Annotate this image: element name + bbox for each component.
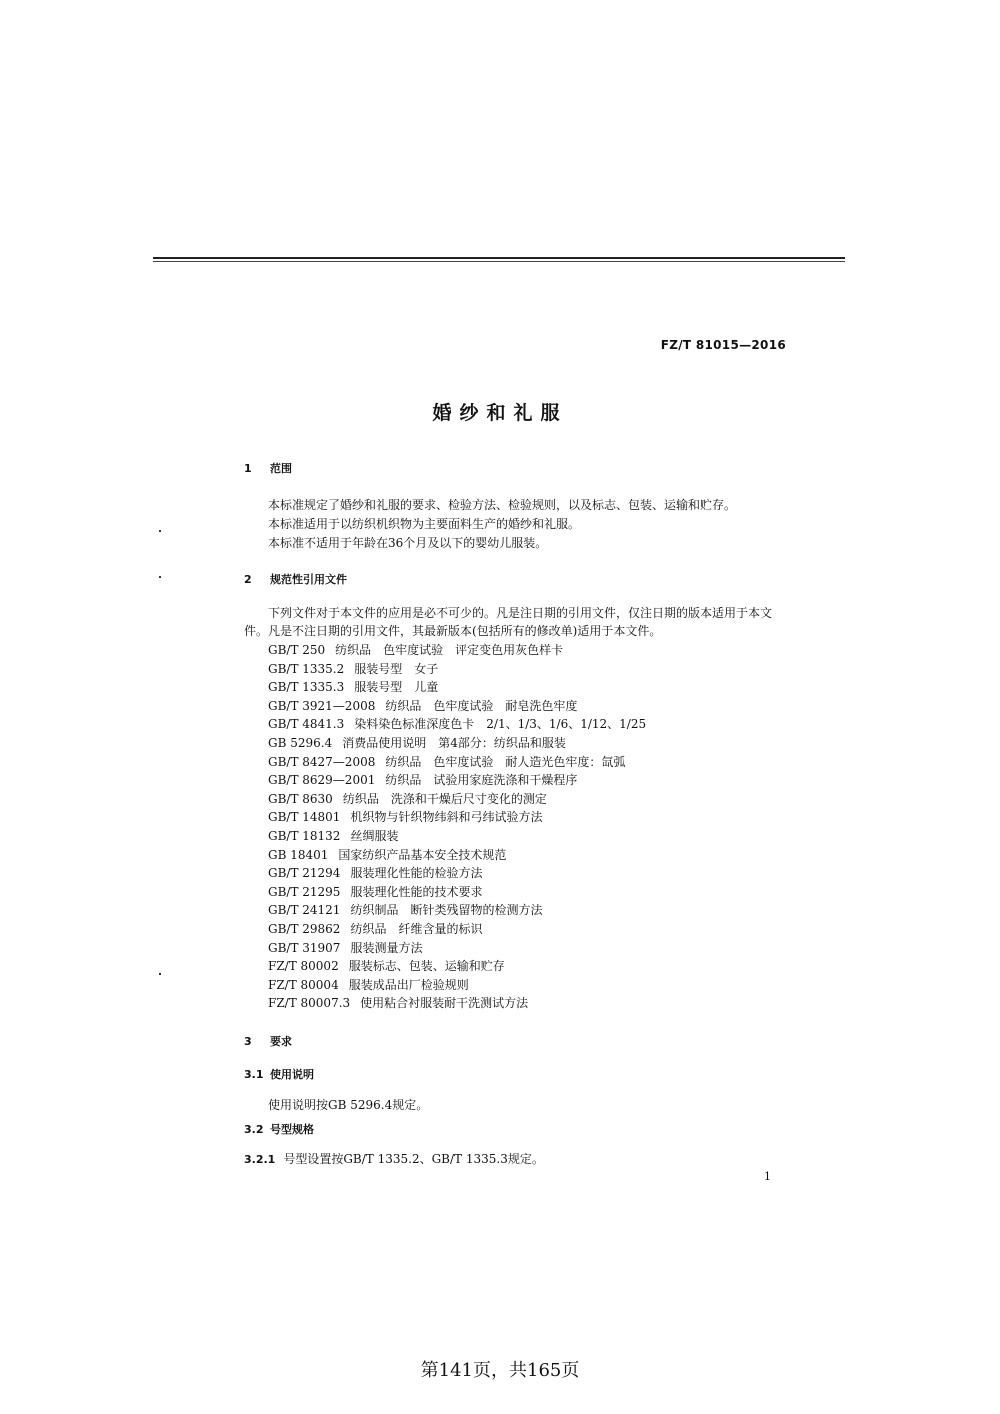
section-3-1-text: 使用说明按GB 5296.4规定。 — [268, 1098, 429, 1112]
reference-code: GB/T 250 — [268, 643, 326, 657]
reference-title: 染料染色标准深度色卡 2/1、1/3、1/6、1/12、1/25 — [354, 717, 647, 732]
section-number: 2 — [244, 573, 252, 586]
document-title: 婚纱和礼服 — [432, 402, 568, 424]
reference-item — [268, 957, 646, 976]
reference-code: GB 5296.4 — [268, 735, 333, 750]
reference-title: 纺织制品 断针类残留物的检测方法 — [350, 903, 543, 918]
section-3-heading — [244, 1033, 292, 1049]
reference-code: GB/T 18132 — [268, 828, 341, 843]
reference-item — [268, 827, 646, 846]
reference-item — [268, 864, 646, 883]
reference-title: 纺织品 色牢度试验 耐人造光色牢度：氙弧 — [385, 754, 626, 769]
reference-code: GB/T 8427—2008 — [268, 754, 376, 769]
section-3-2-heading — [244, 1121, 314, 1137]
reference-title: 纺织品 色牢度试验 评定变色用灰色样卡 — [335, 643, 564, 657]
scope-line-1: 本标准规定了婚纱和礼服的要求、检验方法、检验规则，以及标志、包装、运输和贮存。 — [268, 498, 737, 512]
scope-line-3: 本标准不适用于年龄在36个月及以下的婴幼儿服装。 — [268, 536, 548, 550]
reference-title: 纺织品 纤维含量的标识 — [350, 921, 483, 936]
section-number: 3.2 — [244, 1123, 264, 1136]
reference-item — [268, 808, 646, 827]
reference-title: 服装测量方法 — [350, 940, 423, 955]
reference-item — [268, 790, 646, 809]
section-number: 1 — [244, 462, 252, 475]
reference-title: 消费品使用说明 第4部分：纺织品和服装 — [342, 735, 566, 750]
reference-item — [268, 920, 646, 939]
page-footer: 第141页，共165页 — [420, 1360, 580, 1381]
reference-code: GB/T 29862 — [268, 921, 341, 936]
reference-code: GB 18401 — [268, 847, 329, 862]
reference-title: 服装号型 儿童 — [354, 680, 439, 695]
clause-number: 3.2.1 — [244, 1153, 276, 1166]
reference-item — [268, 771, 646, 790]
reference-code: GB/T 21294 — [268, 866, 341, 881]
reference-item — [268, 939, 646, 958]
reference-item — [268, 994, 646, 1013]
reference-title: 服装成品出厂检验规则 — [348, 977, 469, 992]
clause-3-2-1 — [244, 1150, 544, 1167]
reference-item — [268, 715, 646, 734]
reference-title: 机织物与针织物纬斜和弓纬试验方法 — [350, 810, 543, 825]
reference-item — [268, 883, 646, 902]
reference-item — [268, 734, 646, 753]
section-1-heading — [244, 460, 292, 476]
section-title: 规范性引用文件 — [270, 573, 347, 586]
scan-speck — [159, 973, 161, 975]
reference-code: GB/T 1335.2 — [268, 661, 345, 676]
section-title: 要求 — [270, 1035, 292, 1048]
reference-code: GB/T 3921—2008 — [268, 698, 376, 713]
reference-code: GB/T 31907 — [268, 940, 341, 955]
reference-code: GB/T 1335.3 — [268, 680, 345, 695]
header-rule-thin — [153, 261, 845, 262]
reference-title: 服装理化性能的技术要求 — [350, 884, 483, 899]
reference-title: 服装标志、包装、运输和贮存 — [348, 959, 505, 974]
reference-title: 丝绸服装 — [350, 828, 399, 843]
reference-code: FZ/T 80004 — [268, 977, 339, 992]
reference-code: GB/T 14801 — [268, 810, 341, 825]
document-code: FZ/T 81015—2016 — [660, 338, 786, 352]
reference-title: 纺织品 色牢度试验 耐皂洗色牢度 — [385, 698, 578, 713]
normative-references-list — [268, 641, 646, 1013]
refs-intro-paragraph: 下列文件对于本文件的应用是必不可少的。凡是注日期的引用文件，仅注日期的版本适用于本文件。凡是不注日期的引用文件，其最新版本(包括所有的修改单)适用于本文件。 — [244, 606, 773, 638]
reference-code: GB/T 21295 — [268, 884, 341, 899]
reference-code: GB/T 24121 — [268, 903, 341, 918]
section-number: 3.1 — [244, 1068, 264, 1081]
reference-code: FZ/T 80007.3 — [268, 996, 351, 1011]
reference-code: FZ/T 80002 — [268, 959, 339, 974]
section-number: 3 — [244, 1035, 252, 1048]
reference-code: GB/T 8629—2001 — [268, 773, 376, 788]
section-title: 号型规格 — [270, 1123, 314, 1136]
section-title: 范围 — [270, 462, 292, 475]
reference-title: 国家纺织产品基本安全技术规范 — [338, 847, 507, 862]
scope-line-2: 本标准适用于以纺织机织物为主要面料生产的婚纱和礼服。 — [268, 517, 581, 531]
reference-item — [268, 976, 646, 995]
reference-item — [268, 641, 646, 660]
page-number: 1 — [764, 1170, 771, 1183]
section-2-heading — [244, 571, 347, 587]
clause-text: 号型设置按GB/T 1335.2、GB/T 1335.3规定。 — [283, 1152, 544, 1166]
reference-title: 使用粘合衬服装耐干洗测试方法 — [360, 996, 529, 1011]
reference-code: GB/T 8630 — [268, 791, 333, 806]
reference-title: 服装号型 女子 — [354, 661, 439, 676]
reference-item — [268, 846, 646, 865]
reference-title: 纺织品 洗涤和干燥后尺寸变化的测定 — [342, 791, 547, 806]
reference-item — [268, 901, 646, 920]
reference-item — [268, 678, 646, 697]
section-title: 使用说明 — [270, 1068, 314, 1081]
scan-speck — [159, 530, 161, 532]
section-3-1-heading — [244, 1066, 314, 1082]
reference-item — [268, 697, 646, 716]
scan-speck — [159, 576, 161, 578]
reference-title: 纺织品 试验用家庭洗涤和干燥程序 — [385, 773, 578, 788]
header-rule — [153, 257, 845, 259]
reference-code: GB/T 4841.3 — [268, 717, 345, 732]
reference-title: 服装理化性能的检验方法 — [350, 866, 483, 881]
reference-item — [268, 753, 646, 772]
reference-item — [268, 660, 646, 679]
